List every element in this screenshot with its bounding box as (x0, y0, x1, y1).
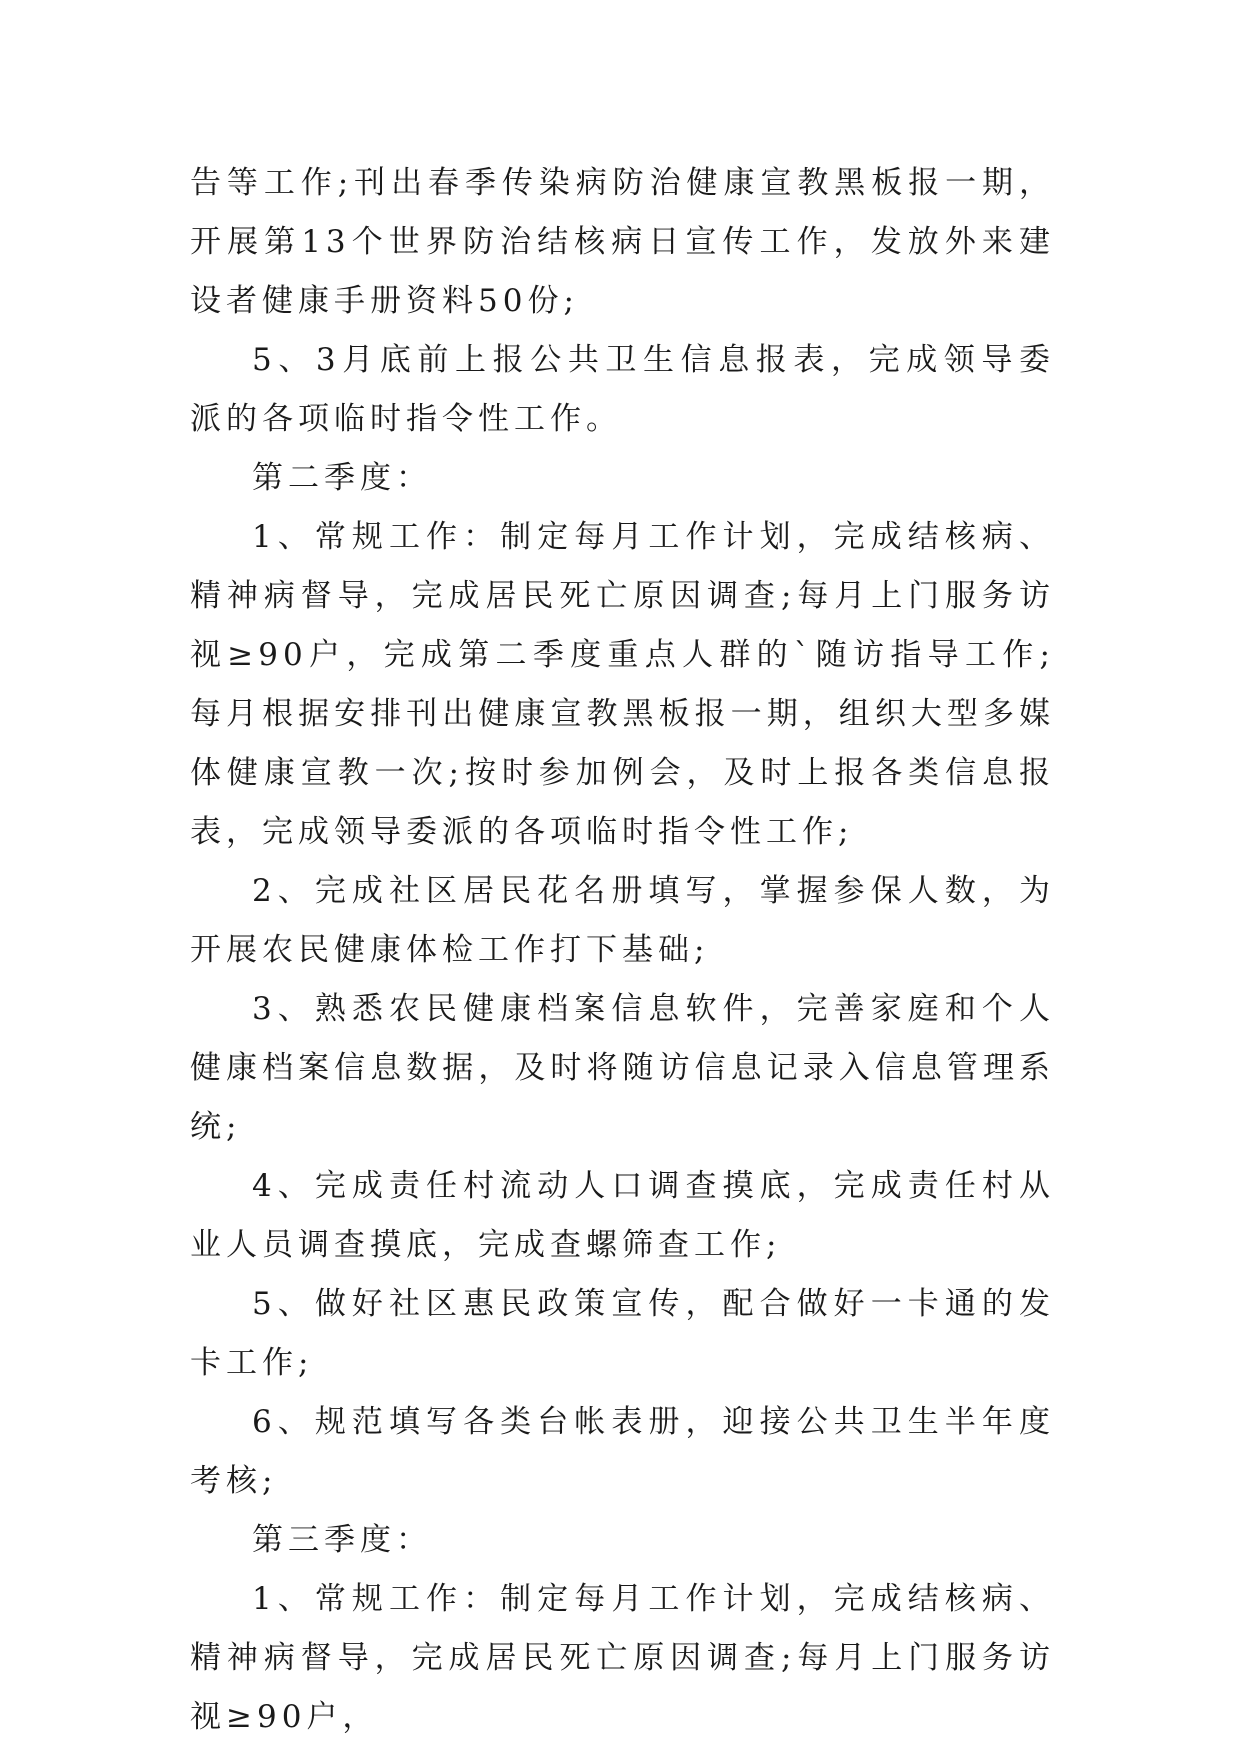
paragraph-q2-item-5: 5、做好社区惠民政策宣传，配合做好一卡通的发卡工作; (190, 1286, 1055, 1381)
paragraph-q3-item-1: 1、常规工作：制定每月工作计划，完成结核病、精神病督导，完成居民死亡原因调查;每月上门服务访视≥90户， (190, 1581, 1055, 1735)
paragraph-q1-item-5: 5、3月底前上报公共卫生信息报表，完成领导委派的各项临时指令性工作。 (190, 342, 1055, 437)
paragraph-q2-item-4: 4、完成责任村流动人口调查摸底，完成责任村从业人员调查摸底，完成查螺筛查工作; (190, 1168, 1055, 1263)
heading-q3: 第三季度： (252, 1522, 432, 1558)
heading-q2: 第二季度： (252, 460, 432, 496)
paragraph-continuation: 告等工作;刊出春季传染病防治健康宣教黑板报一期，开展第13个世界防治结核病日宣传工作，发放外来建设者健康手册资料50份; (190, 165, 1055, 319)
paragraph-q2-item-6: 6、规范填写各类台帐表册，迎接公共卫生半年度考核; (190, 1404, 1055, 1499)
paragraph-q2-item-1: 1、常规工作：制定每月工作计划，完成结核病、精神病督导，完成居民死亡原因调查;每月上门服务访视≥90户，完成第二季度重点人群的`随访指导工作;每月根据安排刊出健康宣教黑板报一期，组织大型多媒体健康宣教一次;按时参加例会，及时上报各类信息报表，完成领导委派的各项临时指令性工作; (190, 519, 1055, 850)
paragraph-q2-item-2: 2、完成社区居民花名册填写，掌握参保人数，为开展农民健康体检工作打下基础; (190, 873, 1055, 968)
document-body (190, 154, 1055, 1747)
paragraph-q2-item-3: 3、熟悉农民健康档案信息软件，完善家庭和个人健康档案信息数据，及时将随访信息记录入信息管理系统; (190, 991, 1055, 1145)
